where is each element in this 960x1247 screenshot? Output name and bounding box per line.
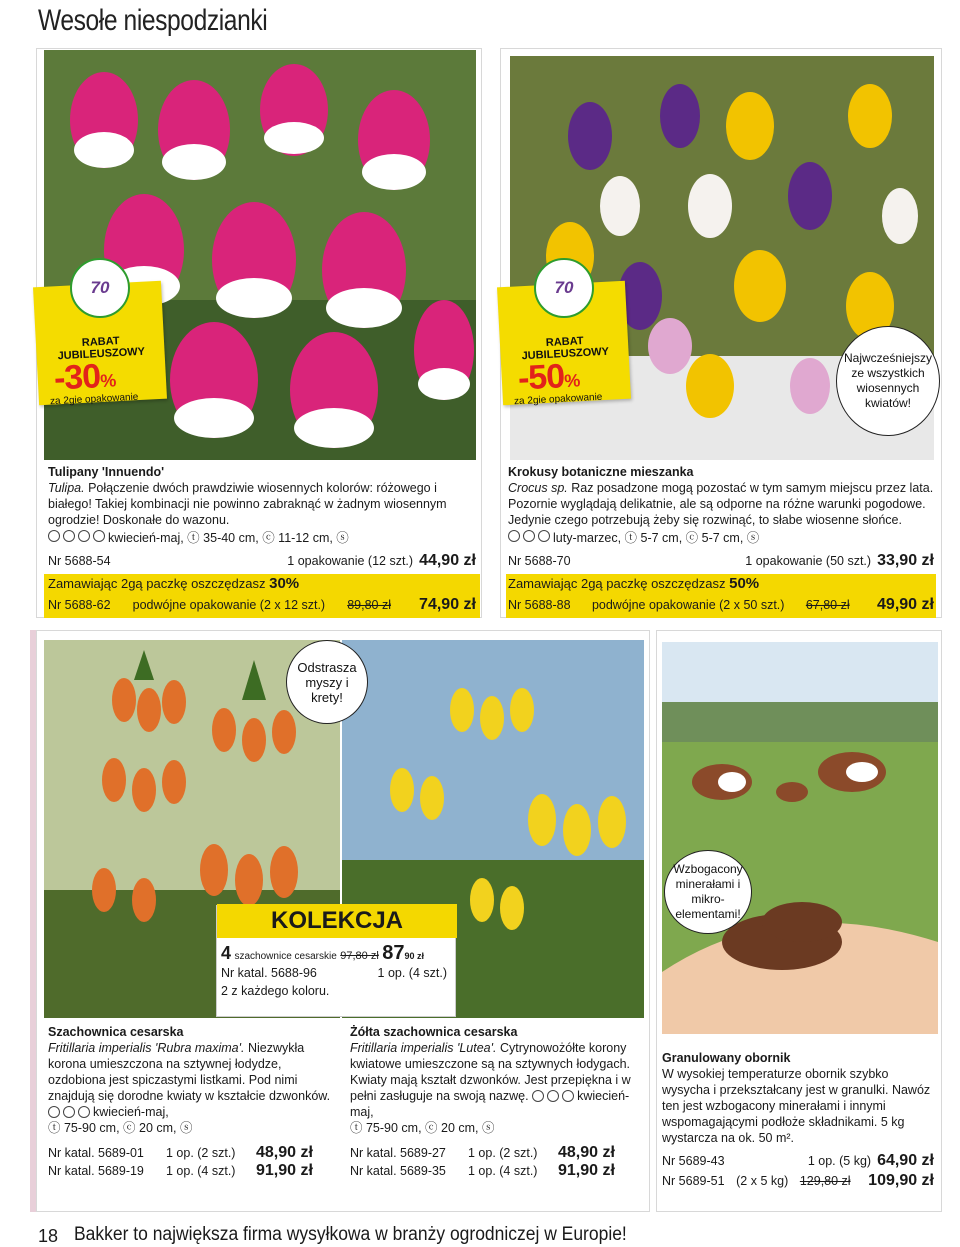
price: 44,90 zł <box>419 552 476 569</box>
flower-icon <box>93 530 105 542</box>
kolekcja-title: KOLEKCJA <box>217 904 457 938</box>
product-name: Żółta szachownica cesarska <box>350 1025 518 1039</box>
price: 48,90 zł <box>558 1144 615 1161</box>
price: 109,90 zł <box>868 1172 934 1189</box>
badge-percent: -50% <box>517 357 580 398</box>
flower-icon <box>538 530 550 542</box>
jubilee-logo-icon: 70 <box>70 258 130 318</box>
old-price: 97,80 zł <box>340 950 379 962</box>
product-description: W wysokiej temperaturze obornik szybko wysycha i przekształcany jest w granulki. Nawóz ten jest wzbogacony minerałami i innymi wspomagającymi podłoże składnikami. 5 kg wystarcza na ok. 50 m². <box>662 1067 931 1145</box>
price: 49,90 zł <box>877 596 934 613</box>
product-description: Fritillaria imperialis 'Rubra maxima'. Niezwykła korona umieszczona na sztywnej łodydze, ozdobiona jest spiczastymi listkami. Pod nimi znajdują się dorodne kwiaty w kształcie dzwonków. kwiecień-maj, <box>48 1041 331 1119</box>
product-description: Tulipa. Połączenie dwóch prawdziwie wiosennych kolorów: różowego i białego! Takiej kombinacji nie powinno zabraknąć w żadnym wiosennym ogrodzie! Doskonałe do wazonu. <box>48 481 447 527</box>
minerals-callout: Wzbogacony minerałami i mikro-elementami! <box>664 850 752 934</box>
pack-size: 1 opakowanie (50 szt.) <box>745 554 872 568</box>
product-description: Crocus sp. Raz posadzone mogą pozostać w tym samym miejscu przez lata. Pozornie wyglądają delikatnie, ale są odporne na różne warunki pogodowe. Jedynie czego potrzebują żeby się rozwinąć, to słabe wiosenne słońce. <box>508 481 934 527</box>
badge-label: RABAT JUBILEUSZOWY <box>521 335 610 363</box>
jubilee-logo-icon: 70 <box>534 258 594 318</box>
crocus-callout: Najwcześniejszy ze wszystkich wiosennych kwiatów! <box>836 326 940 436</box>
flower-icon <box>78 1106 90 1118</box>
fritillaria-orange-text: Szachownica cesarska Fritillaria imperialis 'Rubra maxima'. Niezwykła korona umieszczona na sztywnej łodydze, ozdobiona jest spiczastymi listkami. Pod nimi znajdują się dorodne kwiaty w kształcie dzwonków. kwiecień-maj, ⓣ 75-90 cm, ⓒ 20 cm, ⓢ <box>48 1024 336 1136</box>
sun-icon <box>48 530 60 542</box>
pack-size: 1 opakowanie (12 szt.) <box>287 554 414 568</box>
page-number: 18 <box>38 1226 59 1246</box>
price: 87 <box>382 942 405 964</box>
crocus-double-row: Nr 5688-88 podwójne opakowanie (2 x 50 szt.) 67,80 zł 49,90 zł <box>508 596 934 613</box>
sun-icon <box>508 530 520 542</box>
cows-and-pellets-illustration <box>662 642 938 1034</box>
old-price: 67,80 zł <box>805 598 850 612</box>
tulips-text <box>48 464 478 546</box>
manure-photo <box>662 642 938 1034</box>
kolekcja-box <box>216 905 456 1017</box>
manure-row-2: Nr 5689-51 (2 x 5 kg) 129,80 zł 109,90 zł <box>662 1172 934 1189</box>
price: 74,90 zł <box>419 596 476 613</box>
badge-label: RABAT JUBILEUSZOWY <box>57 335 146 363</box>
half-sun-icon <box>63 1106 75 1118</box>
price: 64,90 zł <box>877 1152 934 1169</box>
old-price: 89,80 zł <box>347 598 391 612</box>
sun-icon <box>48 1106 60 1118</box>
kolekcja-note: 2 z każdego koloru. <box>221 984 330 998</box>
fritillaria-orange-row-2: Nr katal. 5689-19 1 op. (4 szt.) 91,90 zł <box>48 1162 313 1179</box>
discount-badge-50 <box>500 258 632 410</box>
badge-sub: za 2gie opakowanie <box>513 391 603 408</box>
fritillaria-orange-row-1: Nr katal. 5689-01 1 op. (2 szt.) 48,90 zł <box>48 1144 313 1161</box>
flower-icon <box>562 1090 574 1102</box>
tulips-double-row: Nr 5688-62 podwójne opakowanie (2 x 12 szt.) 89,80 zł 74,90 zł <box>48 596 476 613</box>
price: 33,90 zł <box>877 552 934 569</box>
scissors-icon <box>78 530 90 542</box>
price: 91,90 zł <box>256 1162 313 1179</box>
fritillaria-yellow-row-1: Nr katal. 5689-27 1 op. (2 szt.) 48,90 zł <box>350 1144 615 1161</box>
product-description: Fritillaria imperialis 'Lutea'. Cytrynowożółte korony kwiatowe umieszczone są na sztywnych łodygach. Kwiaty mają kształt dzwonków. Jest przepiękna i w pełni zasługuje na swoją nazwę. kwiecień-maj, <box>350 1041 631 1119</box>
badge-percent: -30% <box>53 357 116 398</box>
product-name: Tulipany 'Innuendo' <box>48 465 165 479</box>
tulips-promo: Zamawiając 2gą paczkę oszczędzasz 30% <box>48 575 300 592</box>
kolekcja-nr-row: Nr katal. 5688-96 1 op. (4 szt.) <box>221 966 447 980</box>
order-number: Nr 5688-70 <box>508 554 571 568</box>
badge-sub: za 2gie opakowanie <box>49 391 139 408</box>
product-name: Szachownica cesarska <box>48 1025 184 1039</box>
half-sun-icon <box>63 530 75 542</box>
product-name: Granulowany obornik <box>662 1051 791 1065</box>
price: 91,90 zł <box>558 1162 615 1179</box>
care-icons: kwiecień-maj, ⓣ 35-40 cm, ⓒ 11-12 cm, ⓢ <box>48 528 478 546</box>
crocus-price-row <box>508 552 934 570</box>
manure-text <box>662 1050 936 1146</box>
order-number: Nr 5688-54 <box>48 554 111 568</box>
care-icons: luty-marzec, ⓣ 5-7 cm, ⓒ 5-7 cm, ⓢ <box>508 528 936 546</box>
crocus-text <box>508 464 936 546</box>
footer-slogan: Bakker to największa firma wysyłkowa w branży ogrodniczej w Europie! <box>74 1224 627 1245</box>
half-sun-icon <box>547 1090 559 1102</box>
fritillaria-yellow-row-2: Nr katal. 5689-35 1 op. (4 szt.) 91,90 zł <box>350 1162 615 1179</box>
price: 48,90 zł <box>256 1144 313 1161</box>
fritillaria-yellow-text: Żółta szachownica cesarska Fritillaria imperialis 'Lutea'. Cytrynowożółte korony kwiatowe umieszczone są na sztywnych łodygach. Kwiaty mają kształt dzwonków. Jest przepiękna i w pełni zasługuje na swoją nazwę. kwiecień-maj, ⓣ 75-90 cm, ⓒ 20 cm, ⓢ <box>350 1024 642 1136</box>
sun-icon <box>532 1090 544 1102</box>
crocus-promo: Zamawiając 2gą paczkę oszczędzasz 50% <box>508 575 760 592</box>
kolekcja-offer: 4 szachownice cesarskie 97,80 zł 87 $_{90 zł}$ <box>221 942 425 964</box>
mice-callout: Odstrasza myszy i krety! <box>286 640 368 724</box>
manure-row-1: Nr 5689-43 1 op. (5 kg) 64,90 zł <box>662 1152 934 1169</box>
old-price: 129,80 zł <box>799 1174 851 1188</box>
half-sun-icon <box>523 530 535 542</box>
discount-badge-30 <box>36 258 168 410</box>
tulips-price-row <box>48 552 476 570</box>
page-title: Wesołe niespodzianki <box>38 4 268 37</box>
product-name: Krokusy botaniczne mieszanka <box>508 465 694 479</box>
